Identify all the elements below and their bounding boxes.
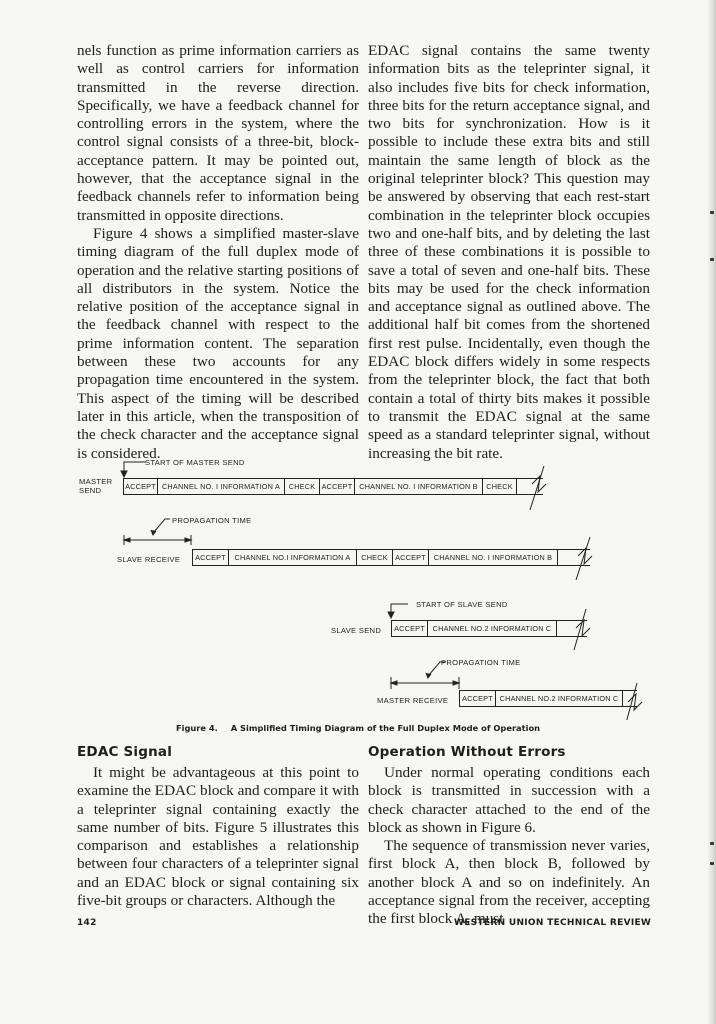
edge-mark xyxy=(710,862,714,865)
column-left-top xyxy=(77,42,359,463)
edge-mark xyxy=(710,211,714,214)
column-left-bottom xyxy=(77,764,359,910)
information-b-cell: CHANNEL NO. I INFORMATION B xyxy=(428,550,558,565)
column-right-top xyxy=(368,42,650,463)
master-send-label-line1: MASTER xyxy=(79,477,113,486)
edge-mark xyxy=(710,842,714,845)
slave-send-bar xyxy=(391,620,587,637)
accept-cell: ACCEPT xyxy=(391,621,427,636)
slave-receive-bar xyxy=(192,549,590,566)
master-receive-bar xyxy=(459,690,637,707)
accept-cell: ACCEPT xyxy=(192,550,228,565)
propagation-time-label: PROPAGATION TIME xyxy=(441,658,521,667)
publication-title: WESTERN UNION TECHNICAL REVIEW xyxy=(454,918,652,928)
paragraph: Under normal operating conditions each block is transmitted in succession with a check character attached to the end of the block as shown in Figure 6. xyxy=(368,764,650,836)
column-right-bottom xyxy=(368,764,650,929)
information-a-cell: CHANNEL NO.I INFORMATION A xyxy=(228,550,356,565)
information-b-cell: CHANNEL NO. I INFORMATION B xyxy=(354,479,482,494)
accept-cell: ACCEPT xyxy=(319,479,354,494)
figure-caption xyxy=(0,723,716,733)
information-c-cell: CHANNEL NO.2 INFORMATION C xyxy=(495,691,623,706)
propagation-time-label: PROPAGATION TIME xyxy=(172,516,252,525)
information-c-cell: CHANNEL NO.2 INFORMATION C xyxy=(427,621,557,636)
page-number: 142 xyxy=(77,918,97,928)
paragraph: Figure 4 shows a simplified master-slave timing diagram of the full duplex mode of operation and the relative starting positions of all distributors in the system. Notice the relative position of the acceptance signal in the feedback channel with respect to the prime information content. The separation between these two accounts for any propagation time encountered in the system. This aspect of the timing will be described later in this article, when the transposition of the check character and the acceptance signal is considered. xyxy=(77,224,359,462)
check-cell: CHECK xyxy=(482,479,517,494)
master-send-label xyxy=(79,477,112,495)
page-edge xyxy=(708,0,716,1024)
master-send-bar xyxy=(123,478,543,495)
start-of-slave-send-label: START OF SLAVE SEND xyxy=(416,600,508,609)
section-heading-operation-without-errors: Operation Without Errors xyxy=(368,744,566,760)
paragraph: The sequence of transmission never varies, first block A, then block B, followed by another block A and so on indefinitely. An acceptance signal from the receiver, accepting the first block A, must xyxy=(368,837,650,928)
information-a-cell: CHANNEL NO. I INFORMATION A xyxy=(157,479,284,494)
paragraph: It might be advantageous at this point to examine the EDAC block and compare it with a teleprinter signal containing exactly the same number of bits. Figure 5 illustrates this comparison and establishes a relationship between four characters of a teleprinter signal and an EDAC block or signal containing six five-bit groups or characters. Although the xyxy=(77,764,359,910)
edge-mark xyxy=(710,258,714,261)
master-send-label-line2: SEND xyxy=(79,486,102,495)
figure-number: Figure 4. xyxy=(175,723,218,733)
paragraph: nels function as prime information carriers as well as control carriers for information transmitted in the reverse direction. Specifically, we have a feedback channel for controlling errors in the system, where the control signal consists of a three-bit, block-acceptance pattern. It may be pointed out, however, that the acceptance signal in the feedback channels refer to information being transmitted in opposite directions. xyxy=(77,42,359,224)
figure-caption-text: A Simplified Timing Diagram of the Full Duplex Mode of Operation xyxy=(230,723,541,733)
accept-cell: ACCEPT xyxy=(459,691,495,706)
start-of-master-send-label: START OF MASTER SEND xyxy=(145,458,245,467)
check-cell: CHECK xyxy=(356,550,392,565)
accept-cell: ACCEPT xyxy=(123,479,157,494)
section-heading-edac-signal: EDAC Signal xyxy=(77,744,173,760)
accept-cell: ACCEPT xyxy=(392,550,428,565)
master-receive-label: MASTER RECEIVE xyxy=(377,696,449,705)
slave-receive-label: SLAVE RECEIVE xyxy=(117,555,181,564)
paragraph: EDAC signal contains the same twenty information bits as the teleprinter signal, it also includes five bits for check information, three bits for the return acceptance signal, and two bits for synchronization. How is it possible to include these extra bits and still maintain the same length of block as the original teleprinter block? This question may be answered by observing that each rest-start combination in the teleprinter block occupies two and one-half bits, and by deleting the last three of these combinations it is possible to save a total of seven and one-half bits. These bits may be used for the check information and acceptance signal as outlined above. The additional half bit comes from the shortened first rest pulse. Incidentally, even though the EDAC block differs widely in some respects from the teleprinter block, the fact that both contain a total of thirty bits makes it possible to transmit the EDAC signal at the same speed as a standard teleprinter signal, without increasing the bit rate. xyxy=(368,42,650,462)
slave-send-label: SLAVE SEND xyxy=(331,626,382,635)
check-cell: CHECK xyxy=(284,479,319,494)
